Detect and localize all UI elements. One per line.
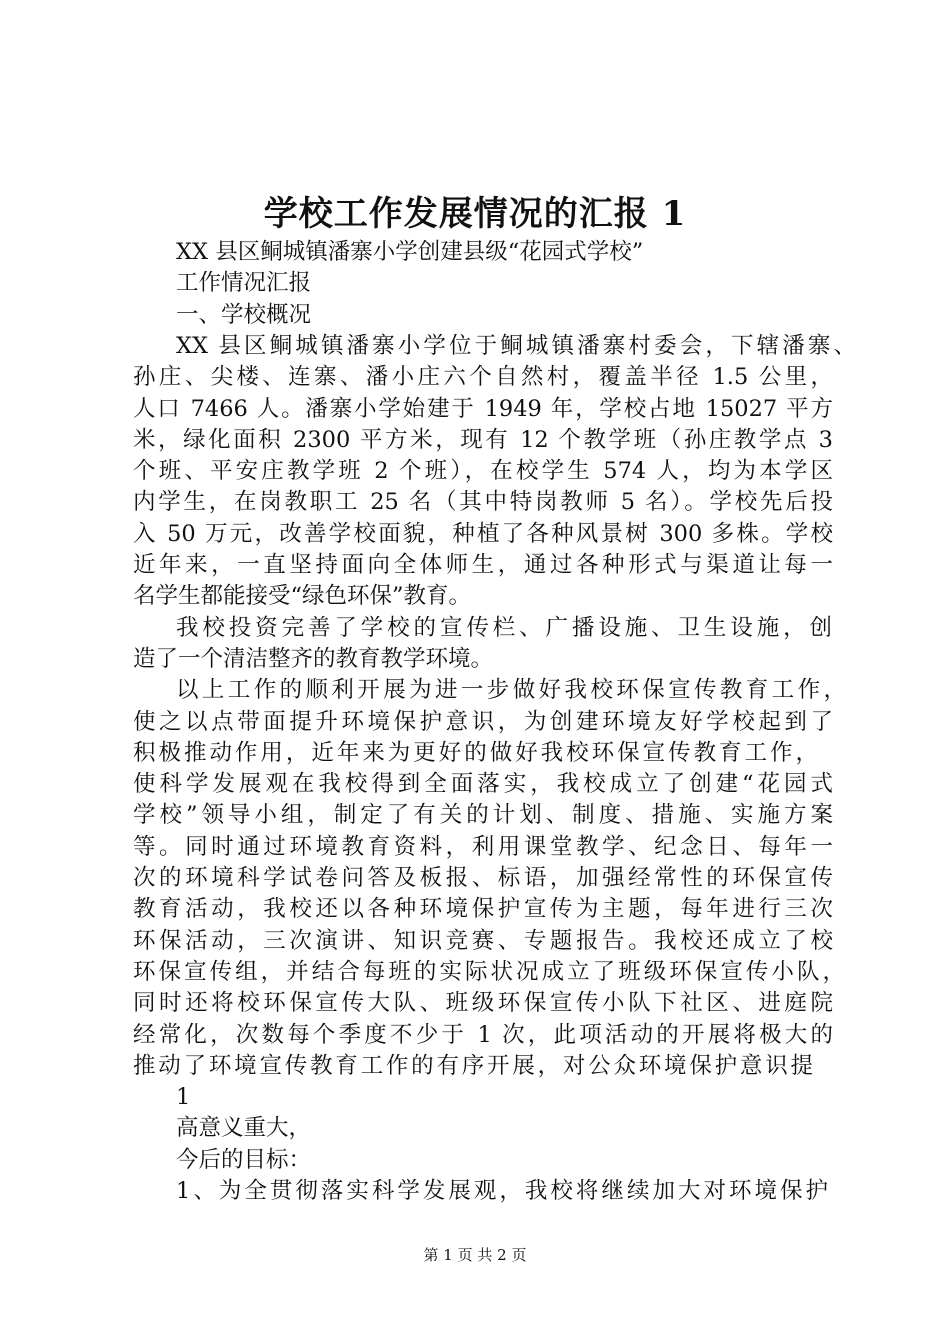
paragraph-line: 个班、平安庄教学班 2 个班），在校学生 574 人，均为本学区 — [133, 458, 833, 485]
paragraph-line: 推动了环境宣传教育工作的有序开展，对公众环境保护意识提 — [133, 1052, 813, 1079]
paragraph-line: XX 县区鲖城镇潘寨小学创建县级“花园式学校” — [176, 239, 644, 265]
paragraph-line: 积极推动作用，近年来为更好的做好我校环保宣传教育工作， — [133, 739, 818, 766]
paragraph-line: 今后的目标： — [176, 1146, 312, 1173]
document-title: 学校工作发展情况的汇报 1 — [263, 194, 687, 234]
paragraph-line: 工作情况汇报 — [176, 270, 312, 297]
paragraph-line: 名学生都能接受“绿色环保”教育。 — [133, 583, 472, 610]
paragraph-line: 入 50 万元，改善学校面貌，种植了各种风景树 300 多株。学校 — [133, 520, 833, 547]
paragraph-line: 以上工作的顺利开展为进一步做好我校环保宣传教育工作， — [176, 677, 846, 704]
paragraph-line: 一、学校概况 — [176, 301, 312, 328]
paragraph-line: 1、为全贯彻落实科学发展观，我校将继续加大对环境保护 — [176, 1178, 828, 1204]
paragraph-line: 内学生，在岗教职工 25 名（其中特岗教师 5 名）。学校先后投 — [133, 489, 833, 516]
paragraph-line: 米，绿化面积 2300 平方米，现有 12 个教学班（孙庄教学点 3 — [133, 426, 833, 453]
paragraph-line: 经常化，次数每个季度不少于 1 次，此项活动的开展将极大的 — [133, 1021, 833, 1048]
paragraph-line: 等。同时通过环境教育资料，利用课堂教学、纪念日、每年一 — [133, 833, 833, 860]
paragraph-line: 孙庄、尖楼、连寨、潘小庄六个自然村，覆盖半径 1.5 公里， — [133, 364, 833, 391]
paragraph-line: 高意义重大， — [176, 1115, 312, 1142]
paragraph-line: 次的环境科学试卷问答及板报、标语，加强经常性的环保宣传 — [133, 865, 833, 891]
paragraph-line: XX 县区鲖城镇潘寨小学位于鲖城镇潘寨村委会，下辖潘寨、 — [176, 332, 856, 359]
paragraph-line: 造了一个清洁整齐的教育教学环境。 — [133, 645, 494, 672]
page-footer: 第 1 页 共 2 页 — [423, 1246, 527, 1264]
paragraph-line: 教育活动，我校还以各种环境保护宣传为主题，每年进行三次 — [133, 896, 833, 923]
paragraph-line: 环保宣传组，并结合每班的实际状况成立了班级环保宣传小队， — [133, 958, 845, 985]
paragraph-line: 使之以点带面提升环境保护意识，为创建环境友好学校起到了 — [133, 708, 833, 735]
paragraph-line: 人口 7466 人。潘寨小学始建于 1949 年，学校占地 15027 平方 — [133, 395, 833, 422]
paragraph-line: 环保活动，三次演讲、知识竞赛、专题报告。我校还成立了校 — [133, 927, 833, 954]
paragraph-line: 我校投资完善了学校的宣传栏、广播设施、卫生设施，创 — [176, 614, 832, 641]
paragraph-line: 同时还将校环保宣传大队、班级环保宣传小队下社区、进庭院 — [133, 990, 833, 1017]
paragraph-line: 使科学发展观在我校得到全面落实，我校成立了创建“花园式 — [133, 771, 833, 798]
page-marker: 1 — [176, 1084, 191, 1111]
paragraph-line: 学校”领导小组，制定了有关的计划、制度、措施、实施方案 — [133, 802, 833, 829]
paragraph-line: 近年来，一直坚持面向全体师生，通过各种形式与渠道让每一 — [133, 552, 833, 578]
